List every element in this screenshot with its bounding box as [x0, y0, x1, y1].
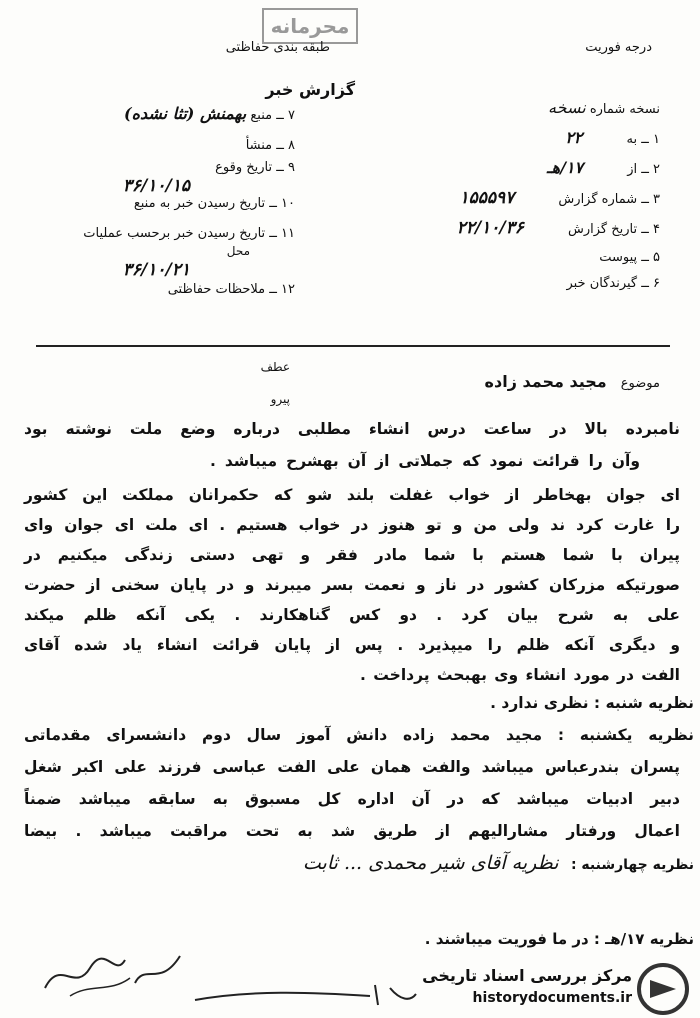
body-line-4: را غارت کرد ند ولی من و تو هنوز در خواب هستیم . ای ملت ای جوان وای — [24, 516, 680, 534]
subject-line: موضوع مجید محمد زاده — [484, 372, 660, 391]
classification-label: طبقه بندی حفاظتی — [225, 40, 330, 55]
field-ops-date: ۱۱ ــ تاریخ رسیدن خبر برحسب عملیات — [83, 226, 295, 241]
field-source: ۷ ــ منبع بهمنش (تثا نشده) — [124, 104, 295, 123]
body-line-8: و دیگری آنکه ظلم را میپذیرد . پس از پایان قرائت انشاء یاد شده آقای — [24, 636, 680, 654]
opinion-sunday-1: نظریه یکشنبه : مجید محمد زاده دانش آموز سال دوم دانشسرای مقدماتی — [24, 726, 694, 744]
ops-date-value: ۳۶/۱۰/۲۱ — [122, 260, 190, 280]
field-event-date: ۹ ــ تاریخ وقوع — [215, 160, 295, 175]
body-line-1: نامبرده بالا در ساعت درس انشاء مطلبی درباره وضع ملت نوشته بود — [24, 420, 680, 438]
field-report-number: ۳ ــ شماره گزارش ۱۵۵۵۹۷ — [459, 188, 660, 208]
field-origin: ۸ ــ منشأ — [245, 138, 295, 153]
field-security-notes: ۱۲ ــ ملاحظات حفاظتی — [167, 282, 295, 297]
field-received-date: ۱۰ ــ تاریخ رسیدن خبر به منبع — [133, 196, 295, 211]
field-attachment: ۵ ــ پیوست — [599, 250, 660, 265]
field-to: ۱ ــ به ۲۲ — [565, 128, 660, 147]
field-place: محل — [226, 244, 250, 258]
signature-bottom — [190, 980, 420, 1010]
body-line-6: صورتیکه مزرکان کشور در ناز و نعمت بسر میبرند و در پایان سخنی از حضرت — [24, 576, 680, 594]
follow-up-label: پیرو — [270, 392, 290, 406]
opinion-sunday-3: دبیر ادبیات میباشد که در آن اداره کل مسبوق به سابقه میباشد ضمناً — [24, 790, 680, 808]
body-line-3: ای جوان بهخاطر از خواب غفلت بلند شو که حکمرانان مملکت این کشور — [24, 486, 680, 504]
watermark-title: مرکز بررسی اسناد تاریخی — [422, 966, 632, 985]
event-date-value: ۳۶/۱۰/۱۵ — [122, 176, 190, 196]
watermark — [422, 960, 690, 1016]
reference-label: عطف — [260, 360, 290, 374]
opinion-saturday: نظریه شنبه : نظری ندارد . — [490, 694, 694, 712]
field-from: ۲ ــ از ۱۷/هـ — [546, 158, 660, 177]
opinion-final: نظریه ۱۷/هـ : در ما فوریت میباشند . — [424, 930, 694, 948]
body-line-7: علی به شرح بیان کرد . دو کس گناهکارند . یکی آنکه ظلم میکند — [24, 606, 680, 624]
header-divider — [36, 345, 670, 347]
field-recipients: ۶ ــ گیرندگان خبر — [566, 276, 660, 291]
archive-logo-icon — [636, 962, 690, 1016]
opinion-sunday-2: پسران بندرعباس میباشد والفت همان علی الفت عباسی فرزند علی اکبر شغل — [24, 758, 680, 776]
body-line-5: پیران با شما هستم با شما مادر فقر و تهی دستی زندگی میکنیم در — [24, 546, 680, 564]
classified-stamp: محرمانه — [262, 8, 358, 44]
signature-left — [40, 948, 190, 998]
opinion-sunday-4: اعمال ورفتار مشارالیهم از طریق شد به تحت مراقبت میباشد . بیضا — [24, 822, 680, 840]
field-report-date: ۴ ــ تاریخ گزارش ۲۲/۱۰/۳۶ — [456, 218, 660, 238]
report-title: گزارش خبر — [265, 80, 355, 99]
field-copy-number: نسخه شماره نسخه — [548, 98, 660, 117]
watermark-url: historydocuments.ir — [472, 990, 632, 1006]
body-line-9: الفت در مورد انشاء وی بهبحث پرداخت . — [360, 666, 680, 684]
body-line-2: وآن را قرائت نمود که جملاتی از آن بهشرح میباشد . — [210, 452, 640, 470]
priority-label: درجه فوریت — [585, 40, 652, 55]
opinion-wednesday: نظریه چهارشنبه : نظریه آقای شیر محمدی ... ثابت — [302, 852, 694, 874]
